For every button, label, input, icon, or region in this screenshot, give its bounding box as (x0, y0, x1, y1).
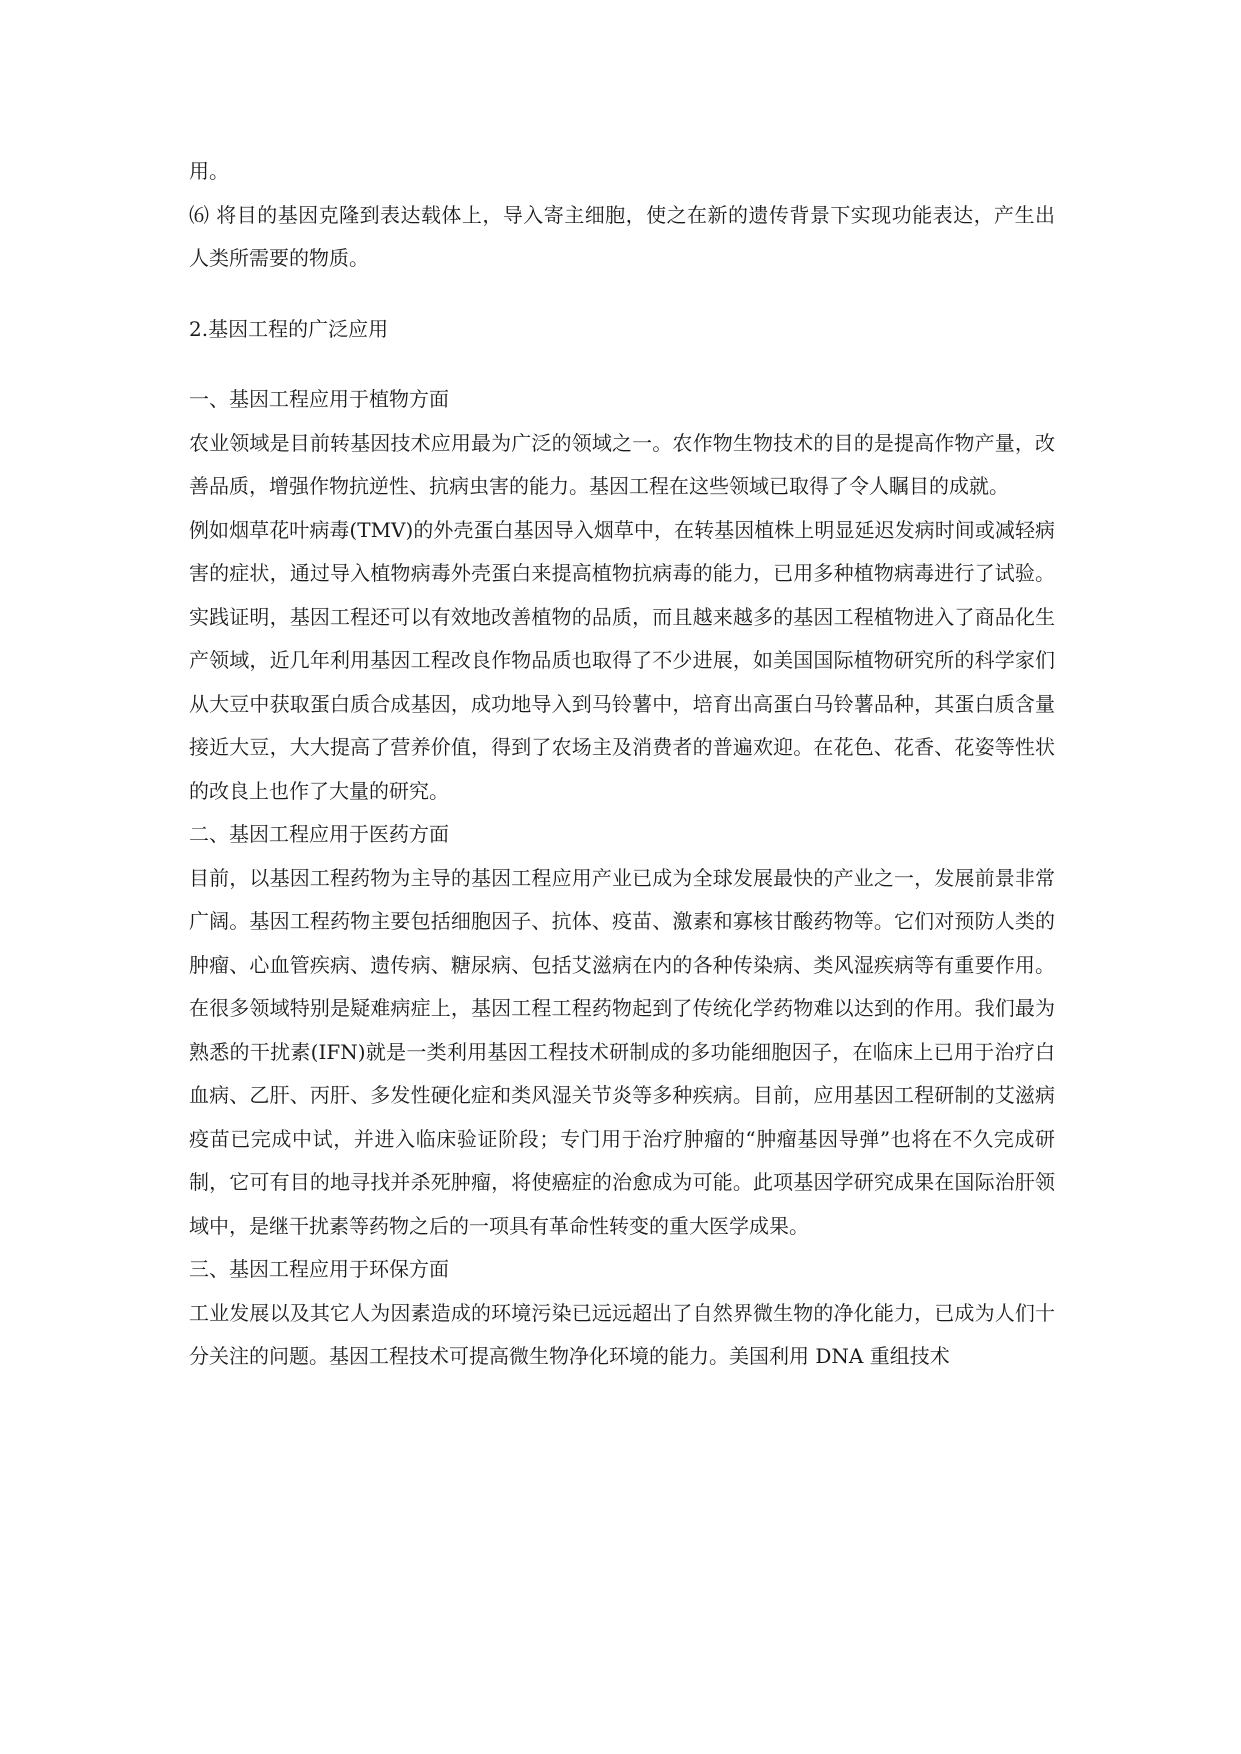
heading-medicine: 二、基因工程应用于医药方面 (189, 822, 449, 846)
spacer (189, 351, 1055, 378)
paragraph-plants-1: 农业领域是目前转基因技术应用最为广泛的领域之一。农作物生物技术的目的是提高作物产量，改善品质，增强作物抗逆性、抗病虫害的能力。基因工程在这些领域已取得了令人瞩目的成就。 (189, 430, 1055, 498)
spacer (189, 281, 1055, 308)
paragraph-medicine: 目前，以基因工程药物为主导的基因工程应用产业已成为全球发展最快的产业之一，发展前景非常广阔。基因工程药物主要包括细胞因子、抗体、疫苗、激素和寡核甘酸药物等。它们对预防人类的肿瘤、心血管疾病、遗传病、糖尿病、包括艾滋病在内的各种传染病、类风湿疾病等有重要作用。在很多领域特别是疑难病症上，基因工程工程药物起到了传统化学药物难以达到的作用。我们最为熟悉的干扰素(IFN)就是一类利用基因工程技术研制成的多功能细胞因子，在临床上已用于治疗白血病、乙肝、丙肝、多发性硬化症和类风湿关节炎等多种疾病。目前，应用基因工程研制的艾滋病疫苗已完成中试，并进入临床验证阶段；专门用于治疗肿瘤的“肿瘤基因导弹”也将在不久完成研制，它可有目的地寻找并杀死肿瘤，将使癌症的治愈成为可能。此项基因学研究成果在国际治肝领域中，是继干扰素等药物之后的一项具有革命性转变的重大医学成果。 (189, 865, 1055, 1238)
paragraph-item-6: ⑹ 将目的基因克隆到表达载体上，导入寄主细胞，使之在新的遗传背景下实现功能表达，产生出人类所需要的物质。 (189, 202, 1055, 270)
paragraph-plants-2: 例如烟草花叶病毒(TMV)的外壳蛋白基因导入烟草中，在转基因植株上明显延迟发病时间或减轻病害的症状，通过导入植物病毒外壳蛋白来提高植物抗病毒的能力，已用多种植物病毒进行了试验。实践证明，基因工程还可以有效地改善植物的品质，而且越来越多的基因工程植物进入了商品化生产领域，近几年利用基因工程改良作物品质也取得了不少进展，如美国国际植物研究所的科学家们从大豆中获取蛋白质合成基因，成功地导入到马铃薯中，培育出高蛋白马铃薯品种，其蛋白质含量接近大豆，大大提高了营养价值，得到了农场主及消费者的普遍欢迎。在花色、花香、花姿等性状的改良上也作了大量的研究。 (189, 517, 1055, 803)
paragraph-environment: 工业发展以及其它人为因素造成的环境污染已远远超出了自然界微生物的净化能力，已成为人们十分关注的问题。基因工程技术可提高微生物净化环境的能力。美国利用 DNA 重组技术 (189, 1300, 1055, 1368)
paragraph-continuation: 用。 (189, 159, 229, 183)
section-title: 2.基因工程的广泛应用 (189, 316, 389, 341)
document-page (189, 150, 1055, 1379)
heading-environment: 三、基因工程应用于环保方面 (189, 1257, 449, 1281)
heading-plants: 一、基因工程应用于植物方面 (189, 387, 449, 411)
